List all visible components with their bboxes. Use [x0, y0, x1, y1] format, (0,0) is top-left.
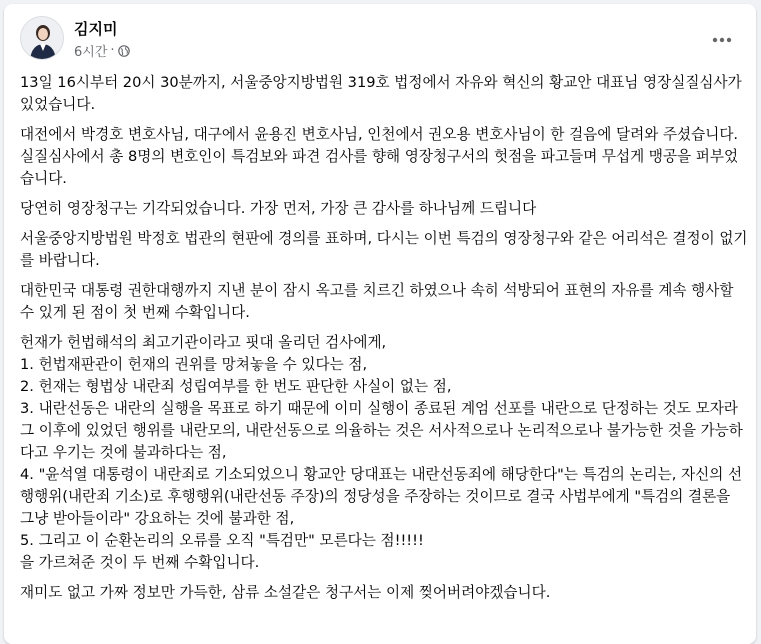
post-paragraph: 당연히 영장청구는 기각되었습니다. 가장 먼저, 가장 큰 감사를 하나님께 드립니다 [20, 200, 537, 217]
post-paragraph: 13일 16시부터 20시 30분까지, 서울중앙지방법원 319호 법정에서 자유와 혁신의 황교안 대표님 영장실질심사가 있었습니다. [20, 74, 742, 113]
post-body [20, 72, 748, 612]
more-options-button[interactable] [704, 22, 740, 58]
post-card [4, 4, 756, 644]
post-paragraph: 헌재가 헌법해석의 최고기관이라고 핏대 올리던 검사에게, 1. 헌법재판관이 헌재의 권위를 망쳐놓을 수 있다는 점, 2. 헌재는 형법상 내란죄 성립여부를 한 번도 판단한 사실이 없는 점, 3. 내란선동은 내란의 실행을 목표로 하기 때문에 이미 실행이 종료된 계엄 선포를 내란으로 단정하는 것도 모자라 그 이후에 있었던 행위를 내란모의, 내란선동으로 의율하는 것은 서사적으로나 논리적으로나 불가능한 것을 가능하다고 우기는 것에 불과하다는 점, 4. "윤석열 대통령이 내란죄로 기소되었으니 황교안 당대표는 내란선동죄에 해당한다"는 특검의 논리는, 자신의 선행행위(내란죄 기소)로 후행행위(내란선동 주장)의 정당성을 주장하는 것이므로 결국 사법부에게 "특검의 결론을 그냥 받아들이라" 강요하는 것에 불과한 점, 5. 그리고 이 순환논리의 오류를 오직 "특검만" 모른다는 점!!!!! 을 가르쳐준 것이 두 번째 수확입니다. [20, 334, 743, 571]
post-header [20, 16, 740, 64]
profile-photo-icon [21, 17, 64, 60]
globe-icon[interactable] [118, 45, 130, 57]
more-horizontal-icon [712, 37, 732, 43]
post-paragraph: 대한민국 대통령 권한대행까지 지낸 분이 잠시 옥고를 치르긴 하였으나 속히 석방되어 표현의 자유를 계속 행사할 수 있게 된 점이 첫 번째 수확입니다. [20, 282, 734, 321]
post-time[interactable]: 6시간 [74, 45, 108, 60]
meta-separator: · [110, 43, 115, 58]
post-paragraph: 재미도 없고 가짜 정보만 가득한, 삼류 소설같은 청구서는 이제 찢어버려야겠습니다. [20, 584, 551, 601]
author-name[interactable]: 김지미 [74, 20, 118, 38]
post-meta [74, 41, 130, 60]
avatar[interactable] [20, 16, 64, 60]
post-paragraph: 대전에서 박경호 변호사님, 대구에서 윤용진 변호사님, 인천에서 권오용 변호사님이 한 걸음에 달려와 주셨습니다. 실질심사에서 총 8명의 변호인이 특검보와 파견 검사를 향해 영장청구서의 헛점을 파고들며 무섭게 맹공을 퍼부었습니다. [20, 126, 739, 187]
post-paragraph: 서울중앙지방법원 박정호 법관의 현판에 경의를 표하며, 다시는 이번 특검의 영장청구와 같은 어리석은 결정이 없기를 바랍니다. [20, 230, 748, 269]
